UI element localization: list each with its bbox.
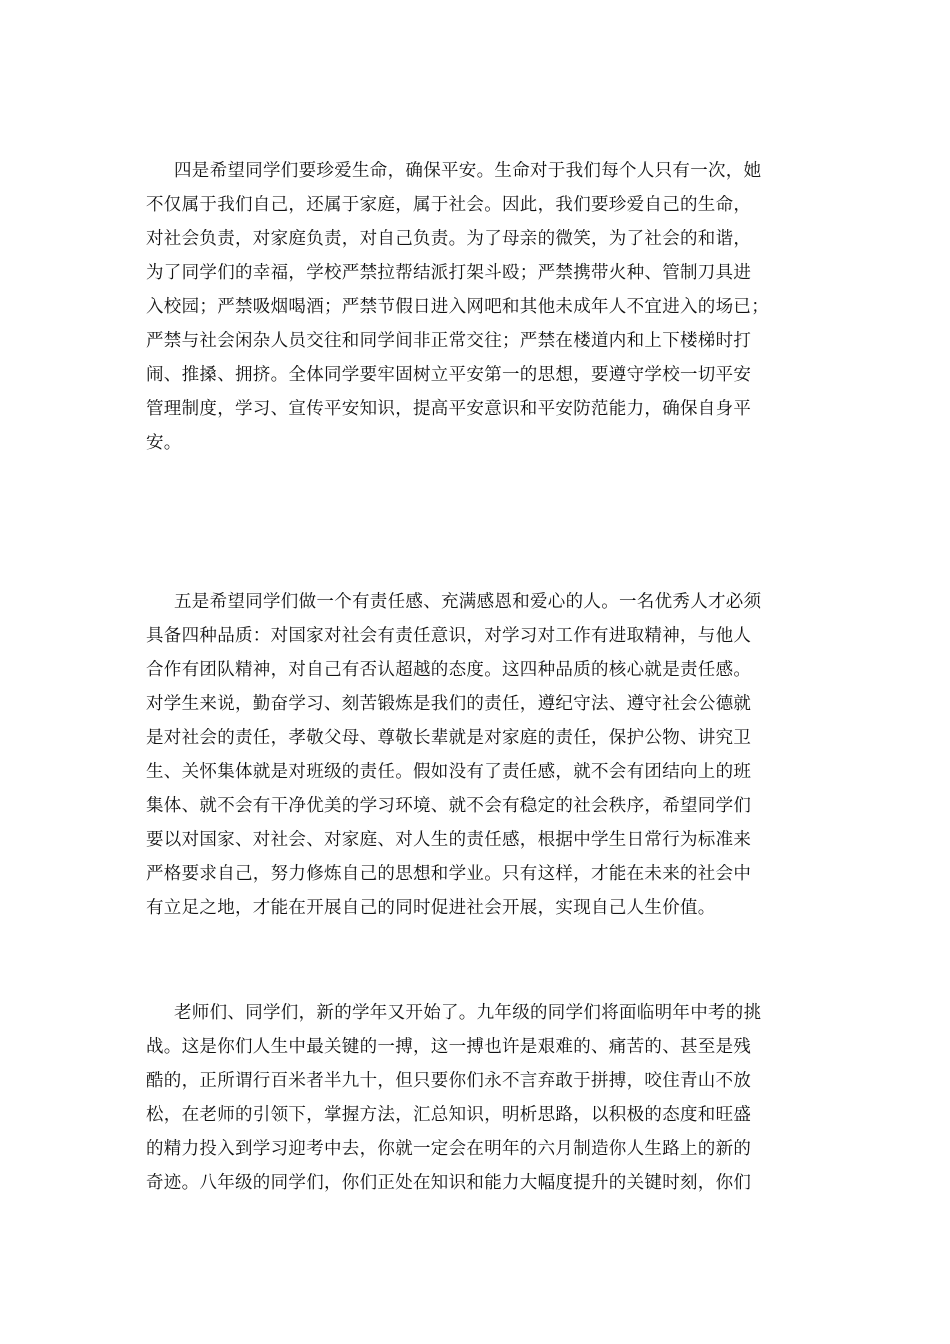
paragraph-responsibility	[146, 585, 806, 925]
text-line: 的精力投入到学习迎考中去，你就一定会在明年的六月制造你人生路上的新的	[146, 1139, 752, 1159]
text-line: 为了同学们的幸福，学校严禁拉帮结派打架斗殴；严禁携带火种、管制刀具进	[146, 263, 752, 283]
text-line: 是对社会的责任，孝敬父母、尊敬长辈就是对家庭的责任，保护公物、讲究卫	[146, 728, 752, 748]
text-line: 战。这是你们人生中最关键的一搏，这一搏也许是艰难的、痛苦的、甚至是残	[146, 1037, 752, 1057]
text-line: 对社会负责，对家庭负责，对自己负责。为了母亲的微笑，为了社会的和谐，	[146, 229, 752, 249]
text-line: 生、关怀集体就是对班级的责任。假如没有了责任感，就不会有团结向上的班	[146, 762, 752, 782]
text-line: 老师们、同学们，新的学年又开始了。九年级的同学们将面临明年中考的挑	[174, 1003, 762, 1023]
text-line: 集体、就不会有干净优美的学习环境、就不会有稳定的社会秩序，希望同学们	[146, 796, 752, 816]
text-line: 管理制度，学习、宣传平安知识，提高平安意识和平安防范能力，确保自身平	[146, 399, 752, 419]
text-line: 安。	[146, 433, 182, 453]
text-line: 五是希望同学们做一个有责任感、充满感恩和爱心的人。一名优秀人才必须	[174, 592, 762, 612]
paragraph-safety	[146, 154, 806, 460]
text-line: 对学生来说，勤奋学习、刻苦锻炼是我们的责任，遵纪守法、遵守社会公德就	[146, 694, 752, 714]
text-line: 具备四种品质：对国家对社会有责任意识，对学习对工作有进取精神，与他人	[146, 626, 752, 646]
text-line: 要以对国家、对社会、对家庭、对人生的责任感，根据中学生日常行为标准来	[146, 830, 752, 850]
text-line: 四是希望同学们要珍爱生命，确保平安。生命对于我们每个人只有一次，她	[174, 161, 762, 181]
text-line: 闹、推搡、拥挤。全体同学要牢固树立平安第一的思想，要遵守学校一切平安	[146, 365, 752, 385]
text-line: 入校园；严禁吸烟喝酒；严禁节假日进入网吧和其他未成年人不宜进入的场已；	[146, 297, 769, 317]
text-line: 合作有团队精神，对自己有否认超越的态度。这四种品质的核心就是责任感。	[146, 660, 752, 680]
text-line: 不仅属于我们自己，还属于家庭，属于社会。因此，我们要珍爱自己的生命，	[146, 195, 752, 215]
text-line: 严格要求自己，努力修炼自己的思想和学业。只有这样，才能在未来的社会中	[146, 864, 752, 884]
text-line: 奇迹。八年级的同学们，你们正处在知识和能力大幅度提升的关键时刻，你们	[146, 1173, 752, 1193]
text-line: 酷的，正所谓行百米者半九十，但只要你们永不言弃敢于拼搏，咬住青山不放	[146, 1071, 752, 1091]
paragraph-new-school-year	[146, 996, 806, 1200]
text-line: 松，在老师的引领下，掌握方法，汇总知识，明析思路，以积极的态度和旺盛	[146, 1105, 752, 1125]
text-line: 严禁与社会闲杂人员交往和同学间非正常交往；严禁在楼道内和上下楼梯时打	[146, 331, 752, 351]
text-line: 有立足之地，才能在开展自己的同时促进社会开展，实现自己人生价值。	[146, 898, 716, 918]
